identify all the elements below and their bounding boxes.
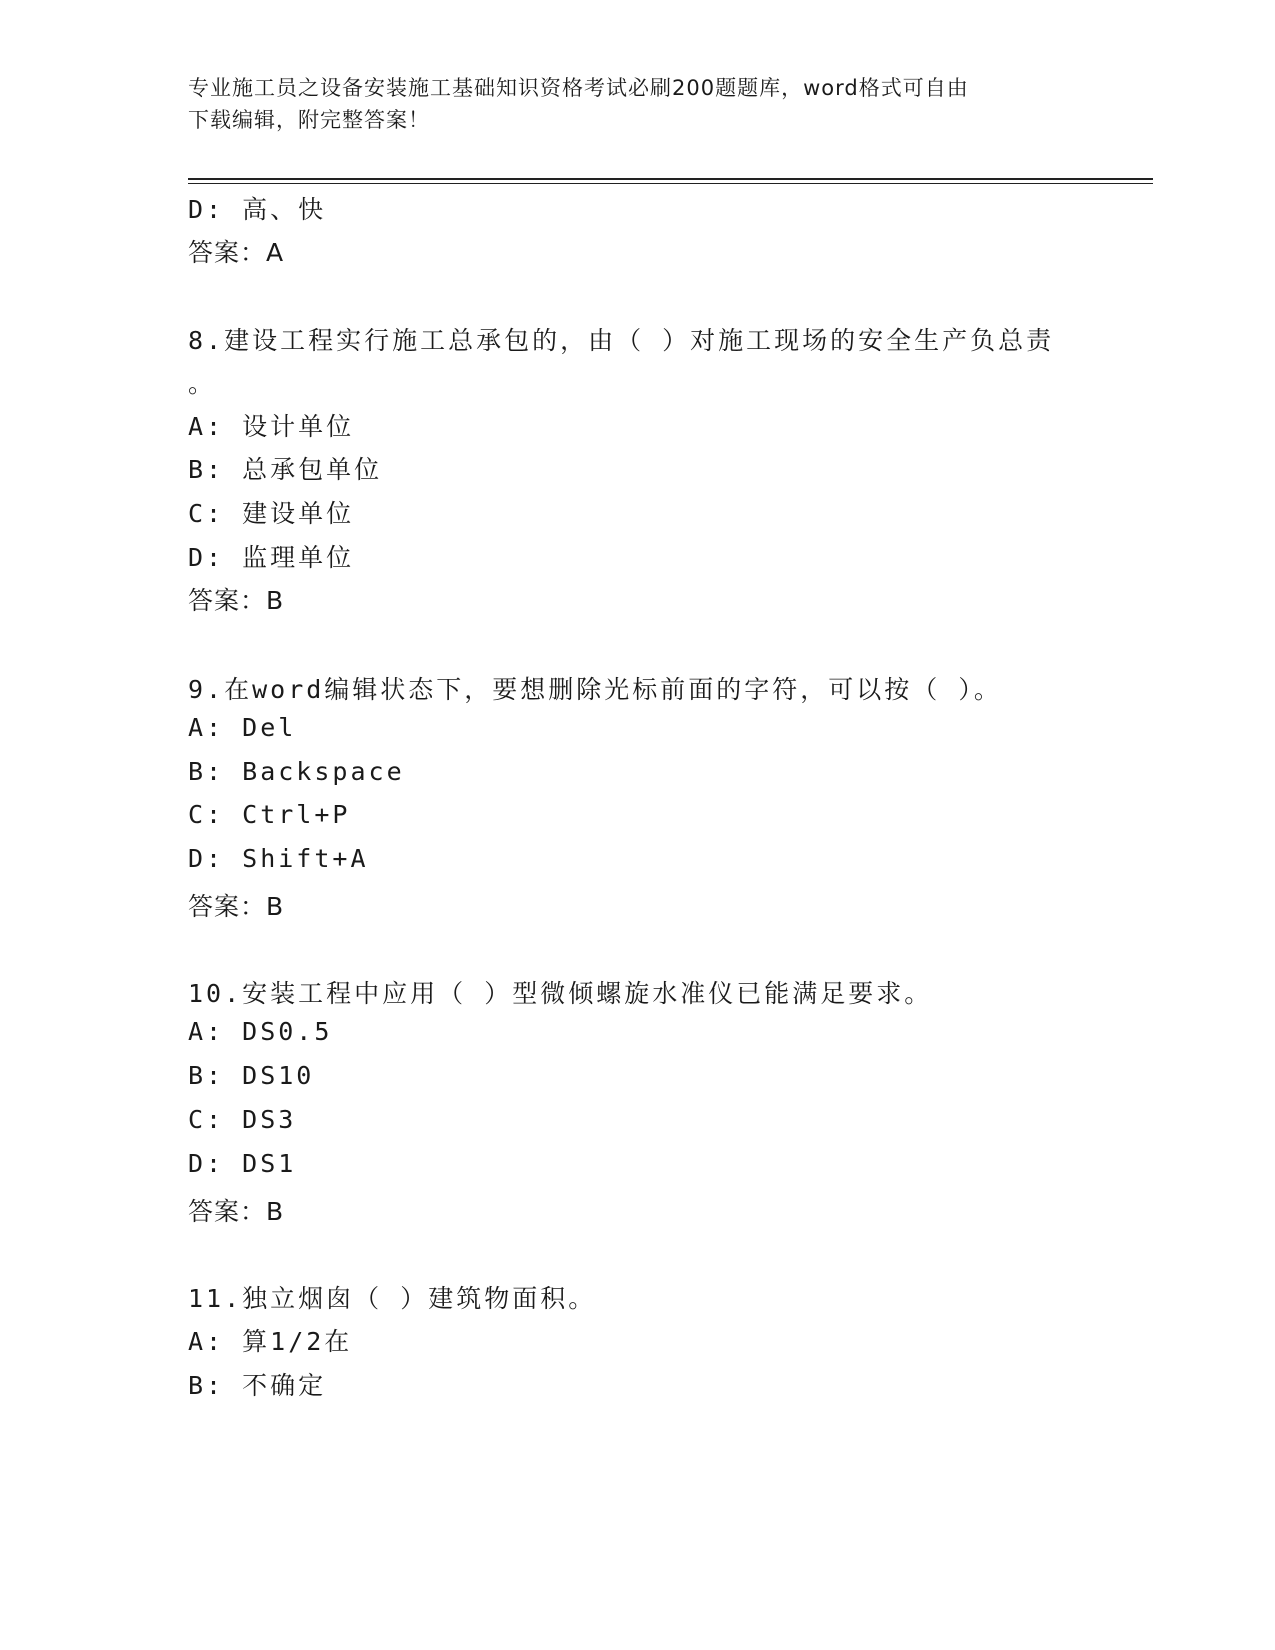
q10-option-b: B: DS10 — [188, 1061, 315, 1090]
q8-stem-line-1: 8.建设工程实行施工总承包的，由（ ）对施工现场的安全生产负总责 — [188, 326, 1055, 355]
q9-option-c: C: Ctrl+P — [188, 800, 351, 829]
header-title-line-2: 下载编辑，附完整答案！ — [188, 108, 430, 132]
q11-option-a: A: 算1/2在 — [188, 1327, 353, 1356]
prev-question-option-d: D: 高、快 — [188, 195, 327, 224]
header-divider-thick — [188, 178, 1153, 180]
q9-option-a: A: Del — [188, 713, 297, 742]
prev-question-answer: 答案：A — [188, 238, 285, 267]
q10-option-d: D: DS1 — [188, 1149, 297, 1178]
q8-option-b: B: 总承包单位 — [188, 455, 383, 484]
document-header — [188, 72, 1088, 136]
q8-option-c: C: 建设单位 — [188, 499, 355, 528]
q9-option-b: B: Backspace — [188, 757, 405, 786]
q11-stem: 11.独立烟囱（ ）建筑物面积。 — [188, 1284, 597, 1313]
header-divider-thin — [188, 183, 1153, 184]
q10-stem: 10.安装工程中应用（ ）型微倾螺旋水准仪已能满足要求。 — [188, 979, 933, 1008]
q8-option-d: D: 监理单位 — [188, 543, 355, 572]
q9-stem: 9.在word编辑状态下，要想删除光标前面的字符，可以按（ ）。 — [188, 675, 1002, 704]
q10-option-a: A: DS0.5 — [188, 1017, 333, 1046]
q11-option-b: B: 不确定 — [188, 1371, 327, 1400]
header-title-line-1: 专业施工员之设备安装施工基础知识资格考试必刷200题题库，word格式可自由 — [188, 76, 969, 100]
q9-option-d: D: Shift+A — [188, 844, 369, 873]
q8-option-a: A: 设计单位 — [188, 412, 355, 441]
q10-option-c: C: DS3 — [188, 1105, 297, 1134]
q8-answer: 答案：B — [188, 586, 285, 615]
q8-stem-line-2: 。 — [188, 369, 217, 398]
q9-answer: 答案：B — [188, 892, 285, 921]
q10-answer: 答案：B — [188, 1197, 285, 1226]
